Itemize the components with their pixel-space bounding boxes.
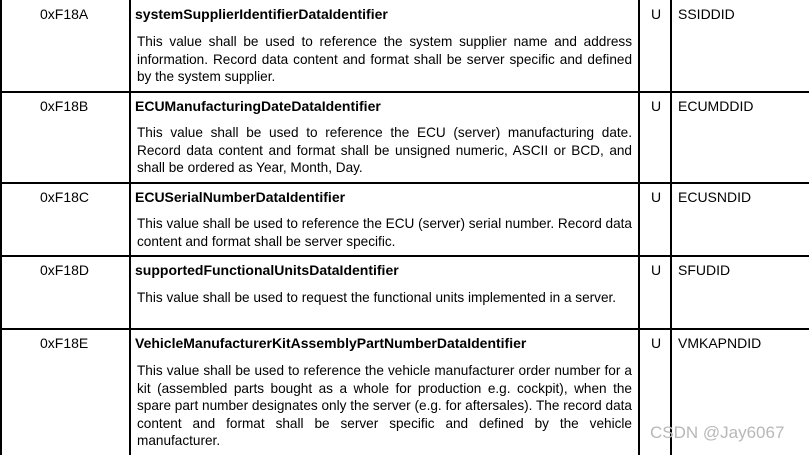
row-divider xyxy=(0,182,809,184)
column-divider xyxy=(129,0,131,455)
did-description: This value shall be used to reference the ECU (server) serial number. Record data content and format shall be server specific. xyxy=(137,216,632,249)
column-divider xyxy=(670,0,672,455)
access-value: U xyxy=(651,6,662,22)
access-value: U xyxy=(651,98,662,114)
access-cell xyxy=(639,92,671,183)
did-abbreviation: SFUDID xyxy=(678,262,731,278)
did-abbreviation: VMKAPNDID xyxy=(678,335,762,351)
did-abbreviation: ECUSNDID xyxy=(678,189,752,205)
did-description: This value shall be used to reference the system supplier name and address information. Record data content and format shall be server specific and defined by the system supplier. xyxy=(137,34,632,84)
id-cell xyxy=(0,0,130,92)
did-name: supportedFunctionalUnitsDataIdentifier xyxy=(135,262,399,278)
access-value: U xyxy=(651,189,662,205)
abbreviation-cell xyxy=(671,183,809,256)
access-value: U xyxy=(651,262,662,278)
table-row xyxy=(0,0,809,92)
did-name: ECUManufacturingDateDataIdentifier xyxy=(135,98,381,114)
row-divider xyxy=(0,255,809,257)
id-cell xyxy=(0,183,130,256)
did-abbreviation: SSIDDID xyxy=(678,6,735,22)
row-divider xyxy=(0,328,809,330)
id-cell xyxy=(0,92,130,183)
access-cell xyxy=(639,183,671,256)
access-cell xyxy=(639,0,671,92)
description-cell xyxy=(130,183,639,256)
did-value: 0xF18B xyxy=(40,98,89,114)
did-abbreviation: ECUMDDID xyxy=(678,98,754,114)
table-row xyxy=(0,92,809,183)
did-value: 0xF18D xyxy=(40,262,90,278)
table-row xyxy=(0,256,809,329)
did-name: ECUSerialNumberDataIdentifier xyxy=(135,189,346,205)
did-description: This value shall be used to reference the vehicle manufacturer order number for a kit (assembled parts bought as a whole for production e.g. cockpit), when the spare part number designates only the server (e.g. for aftersales). The record data content and format shall be server specific and defined by the vehicle manufacturer. xyxy=(137,363,632,448)
did-value: 0xF18C xyxy=(40,189,90,205)
did-name: systemSupplierIdentifierDataIdentifier xyxy=(135,6,388,22)
abbreviation-cell xyxy=(671,0,809,92)
access-value: U xyxy=(651,335,662,351)
row-divider xyxy=(0,91,809,93)
did-description: This value shall be used to reference the ECU (server) manufacturing date. Record data content and format shall be unsigned numeric, ASCII or BCD, and shall be ordered as Year, Month, Day. xyxy=(137,125,632,175)
description-cell xyxy=(130,92,639,183)
did-value: 0xF18E xyxy=(40,335,89,351)
column-divider xyxy=(0,0,2,455)
id-cell xyxy=(0,256,130,329)
did-value: 0xF18A xyxy=(40,6,89,22)
did-name: VehicleManufacturerKitAssemblyPartNumberDataIdentifier xyxy=(135,335,527,351)
description-cell xyxy=(130,329,639,455)
table-row xyxy=(0,183,809,256)
abbreviation-cell xyxy=(671,92,809,183)
watermark: CSDN @Jay6067 xyxy=(650,423,785,442)
access-cell xyxy=(639,256,671,329)
description-cell xyxy=(130,256,639,329)
id-cell xyxy=(0,329,130,455)
did-description: This value shall be used to request the functional units implemented in a server. xyxy=(137,290,617,305)
column-divider xyxy=(638,0,640,455)
description-cell xyxy=(130,0,639,92)
abbreviation-cell xyxy=(671,256,809,329)
